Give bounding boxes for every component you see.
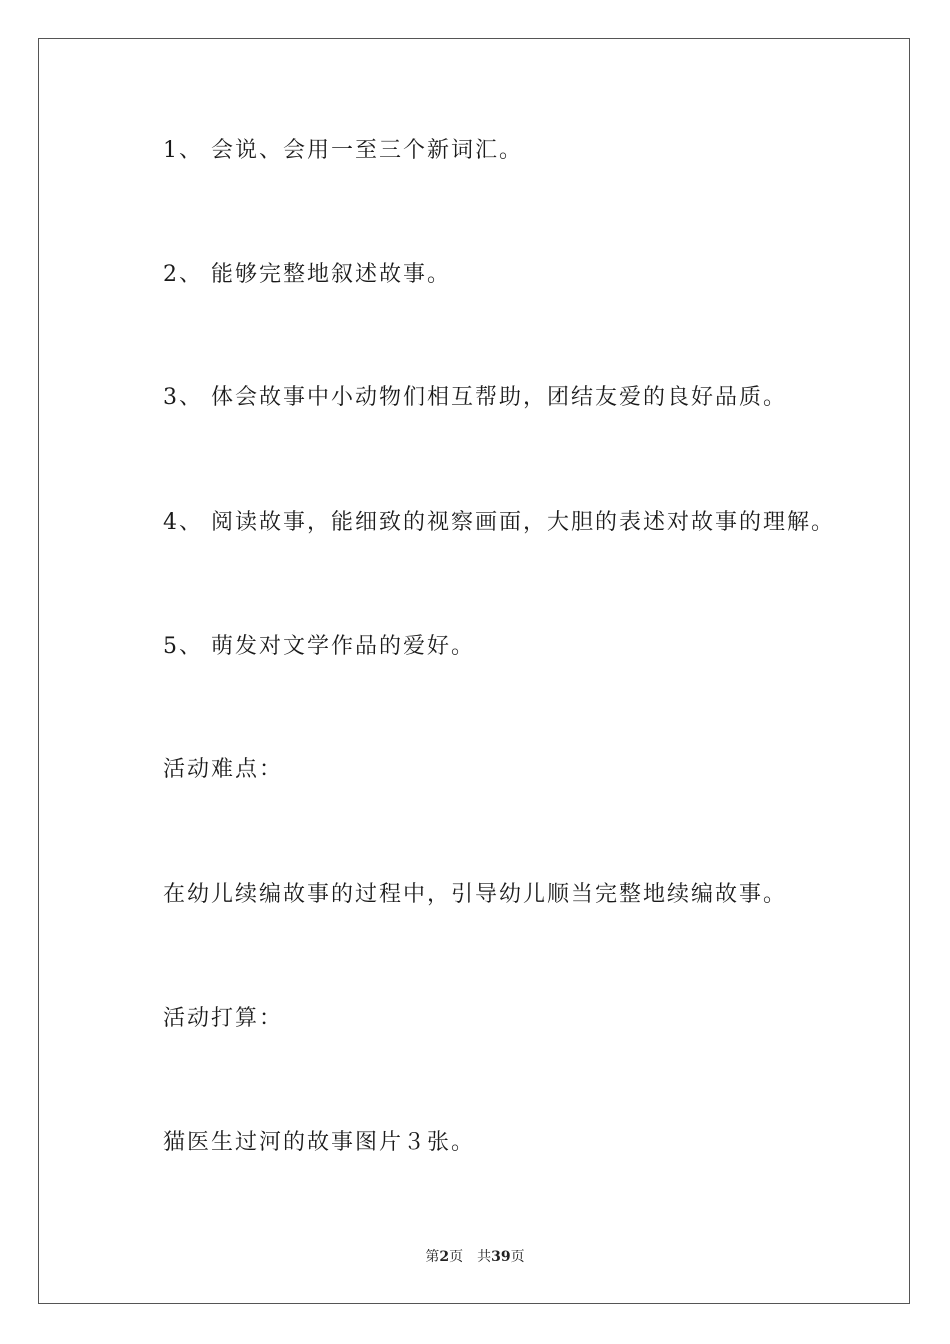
list-item-number: 4、	[163, 510, 203, 535]
prep-text: 猫医生过河的故事图片３张。	[163, 1130, 476, 1155]
difficulty-heading: 活动难点：	[163, 757, 284, 782]
list-item-text: 能够完整地叙述故事。	[211, 262, 452, 287]
prep-heading: 活动打算：	[163, 1006, 284, 1031]
list-item-text: 体会故事中小动物们相互帮助，团结友爱的良好品质。	[211, 385, 788, 410]
list-item-number: 3、	[163, 385, 203, 410]
list-item	[163, 632, 475, 662]
page-frame	[38, 38, 910, 1304]
page-number: 第2页	[425, 1249, 464, 1265]
list-item	[163, 260, 451, 290]
list-item-number: 1、	[163, 138, 203, 163]
list-item-text: 萌发对文学作品的爱好。	[211, 634, 476, 659]
page-total: 共39页	[477, 1249, 525, 1265]
list-item-number: 5、	[163, 634, 203, 659]
list-item-number: 2、	[163, 262, 203, 287]
page-footer	[0, 1247, 950, 1267]
list-item	[163, 508, 835, 538]
difficulty-text: 在幼儿续编故事的过程中，引导幼儿顺当完整地续编故事。	[163, 882, 788, 907]
list-item	[163, 136, 523, 166]
list-item-text: 会说、会用一至三个新词汇。	[211, 138, 524, 163]
list-item	[163, 383, 787, 413]
list-item-text: 阅读故事，能细致的视察画面，大胆的表述对故事的理解。	[211, 510, 836, 535]
